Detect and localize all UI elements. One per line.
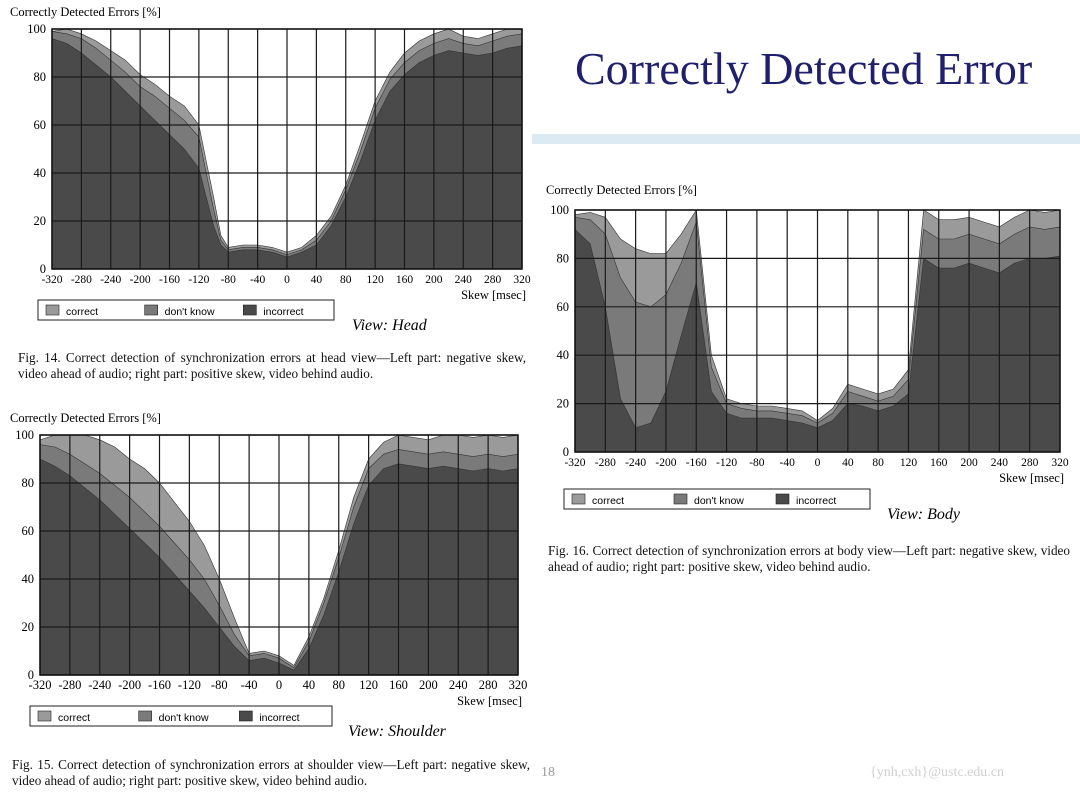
x-tick-label: 320 [1051,457,1069,469]
x-tick-label: -280 [58,678,82,692]
legend-swatch [139,711,152,721]
slide-title: Correctly Detected Error [575,43,1033,94]
legend-label: correct [58,712,91,724]
page-number: 18 [541,765,555,780]
x-tick-label: -120 [716,457,738,469]
y-tick-label: 0 [562,445,569,459]
legend-label: don't know [158,712,209,724]
x-tick-label: 200 [419,678,438,692]
view-label-head: View: Head [352,317,427,334]
y-tick-label: 0 [39,262,46,276]
y-tick-label: 20 [556,396,569,411]
y-tick-label: 100 [27,22,46,36]
y-tick-label: 100 [550,203,569,217]
legend-label: don't know [164,306,215,318]
x-tick-label: -240 [100,274,122,286]
figure-14-caption: Fig. 14. Correct detection of synchronization errors at head view—Left part: negative skew, video ahead of audio; right part: positive skew, video behind audio. [18,350,526,381]
x-tick-label: -80 [210,678,228,692]
y-tick-label: 0 [27,668,34,682]
legend-swatch [145,305,158,315]
legend-swatch [674,494,687,504]
x-tick-label: -40 [240,678,258,692]
x-tick-label: -120 [177,678,201,692]
x-tick-label: -160 [148,678,171,692]
x-tick-label: 120 [899,457,918,469]
x-tick-label: 0 [275,678,283,692]
legend-swatch [38,711,51,721]
x-tick-label: -200 [655,457,677,469]
x-tick-label: -320 [41,274,63,286]
x-tick-label: 0 [814,457,821,469]
x-tick-label: 200 [425,274,443,286]
legend-swatch [243,305,256,315]
legend-swatch [776,494,789,504]
y-axis-title: Correctly Detected Errors [%] [546,183,697,197]
x-tick-label: -240 [88,678,112,692]
chart-head-view [0,0,530,345]
x-tick-label: 160 [930,457,948,469]
x-tick-label: -40 [249,274,266,286]
x-tick-label: 160 [389,678,408,692]
x-tick-label: -320 [28,678,52,692]
x-tick-label: 80 [872,457,884,469]
x-tick-label: -40 [779,457,795,469]
y-tick-label: 20 [21,620,34,634]
y-tick-label: 80 [33,70,46,84]
x-tick-label: -280 [70,274,92,286]
legend-label: incorrect [259,712,300,724]
x-tick-label: 0 [284,274,290,286]
x-tick-label: 280 [484,274,502,286]
legend-label: correct [592,495,625,507]
x-tick-label: -120 [188,274,210,286]
x-tick-label: -240 [625,457,647,469]
legend-label: don't know [694,495,744,507]
x-tick-label: 80 [332,678,345,692]
title-divider [532,134,1080,144]
y-tick-label: 60 [33,118,46,132]
x-axis-title: Skew [msec] [999,471,1064,485]
x-tick-label: 120 [359,678,378,692]
x-tick-label: 280 [1021,457,1039,469]
footer-email: {ynh,cxh}@ustc.edu.cn [870,765,1005,780]
x-tick-label: -200 [129,274,151,286]
x-tick-label: -80 [749,457,765,469]
x-tick-label: 240 [990,457,1008,469]
x-tick-label: -200 [118,678,142,692]
x-tick-label: -80 [220,274,236,286]
legend-label: incorrect [263,306,304,318]
x-tick-label: 240 [448,678,468,692]
chart-shoulder-view [0,405,540,750]
x-tick-label: 240 [454,274,472,286]
x-tick-label: -320 [564,457,586,469]
y-tick-label: 40 [33,166,46,180]
legend-label: incorrect [796,495,837,507]
x-tick-label: 320 [513,274,531,286]
y-tick-label: 20 [33,214,46,228]
x-tick-label: 280 [478,678,498,692]
y-tick-label: 40 [21,572,34,586]
x-tick-label: 120 [366,274,384,286]
y-tick-label: 80 [556,251,569,266]
x-tick-label: 160 [395,274,414,286]
x-tick-label: -160 [158,274,181,286]
y-tick-label: 60 [556,299,569,314]
legend-swatch [572,494,585,504]
x-tick-label: 320 [508,678,528,692]
chart-body-view [540,178,1075,528]
x-tick-label: 40 [302,678,316,692]
x-tick-label: -160 [685,457,707,469]
legend-swatch [239,711,252,721]
x-tick-label: 80 [340,274,352,286]
view-label-shoulder: View: Shoulder [348,723,446,740]
y-tick-label: 80 [21,476,34,490]
x-tick-label: 200 [960,457,978,469]
legend-swatch [46,305,59,315]
figure-16-caption: Fig. 16. Correct detection of synchronization errors at body view—Left part: negative skew, video ahead of audio; right part: positive skew, video behind audio. [548,543,1070,574]
y-tick-label: 40 [556,348,569,363]
x-tick-label: 40 [310,274,323,286]
x-axis-title: Skew [msec] [461,288,526,302]
y-tick-label: 100 [15,428,34,442]
y-tick-label: 60 [21,524,34,538]
legend-label: correct [66,306,99,318]
y-axis-title: Correctly Detected Errors [%] [10,411,161,425]
x-tick-label: -280 [594,457,616,469]
y-axis-title: Correctly Detected Errors [%] [10,5,161,19]
x-axis-title: Skew [msec] [457,694,522,708]
figure-15-caption: Fig. 15. Correct detection of synchronization errors at shoulder view—Left part: negative skew, video ahead of audio; right part: positive skew, video behind audio. [12,757,530,788]
x-tick-label: 40 [842,457,854,469]
view-label-body: View: Body [887,506,961,523]
